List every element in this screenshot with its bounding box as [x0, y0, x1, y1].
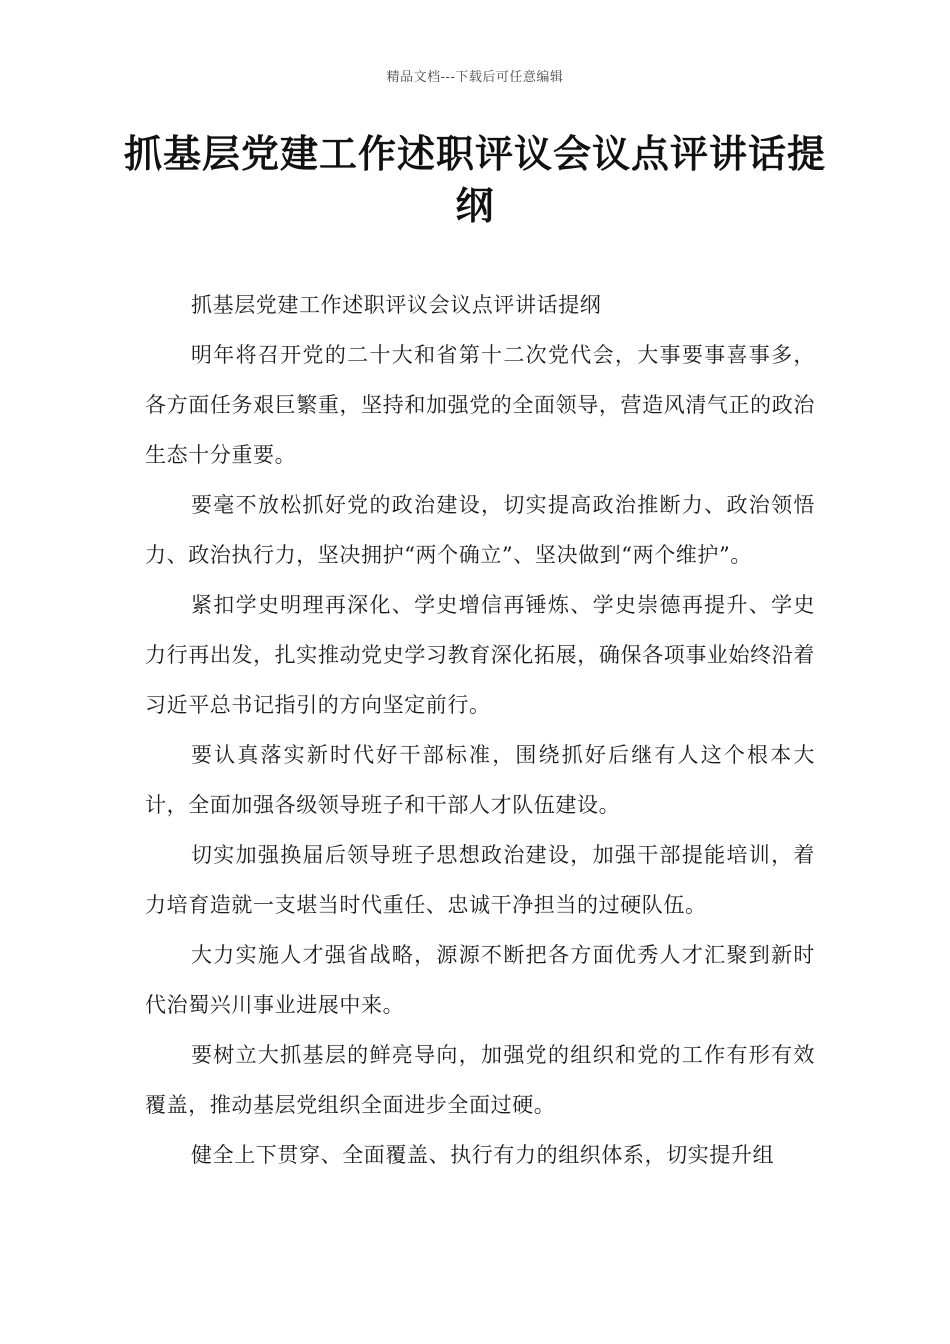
- document-body: [145, 280, 815, 1180]
- paragraph: 切实加强换届后领导班子思想政治建设，加强干部提能培训，着力培育造就一支堪当时代重任、忠诚干净担当的过硬队伍。: [145, 843, 815, 917]
- paragraph: 要认真落实新时代好干部标准，围绕抓好后继有人这个根本大计，全面加强各级领导班子和干部人才队伍建设。: [145, 743, 815, 817]
- paragraph: 大力实施人才强省战略，源源不断把各方面优秀人才汇聚到新时代治蜀兴川事业进展中来。: [145, 943, 815, 1017]
- paragraph: 明年将召开党的二十大和省第十二次党代会，大事要事喜事多，各方面任务艰巨繁重，坚持和加强党的全面领导，营造风清气正的政治生态十分重要。: [145, 343, 815, 467]
- paragraph: 要树立大抓基层的鲜亮导向，加强党的组织和党的工作有形有效覆盖，推动基层党组织全面进步全面过硬。: [145, 1043, 815, 1117]
- paragraph: 要毫不放松抓好党的政治建设，切实提高政治推断力、政治领悟力、政治执行力，坚决拥护“两个确立”、坚决做到“两个维护”。: [145, 493, 815, 567]
- paragraph: 抓基层党建工作述职评议会议点评讲话提纲: [191, 293, 602, 317]
- header-note: 精品文档---下载后可任意编辑: [386, 70, 564, 85]
- document-title: 抓基层党建工作述职评议会议点评讲话提纲: [123, 132, 826, 228]
- paragraph: 健全上下贯穿、全面覆盖、执行有力的组织体系，切实提升组: [191, 1143, 775, 1167]
- paragraph: 紧扣学史明理再深化、学史增信再锤炼、学史崇德再提升、学史力行再出发，扎实推动党史学习教育深化拓展，确保各项事业始终沿着习近平总书记指引的方向坚定前行。: [145, 593, 815, 717]
